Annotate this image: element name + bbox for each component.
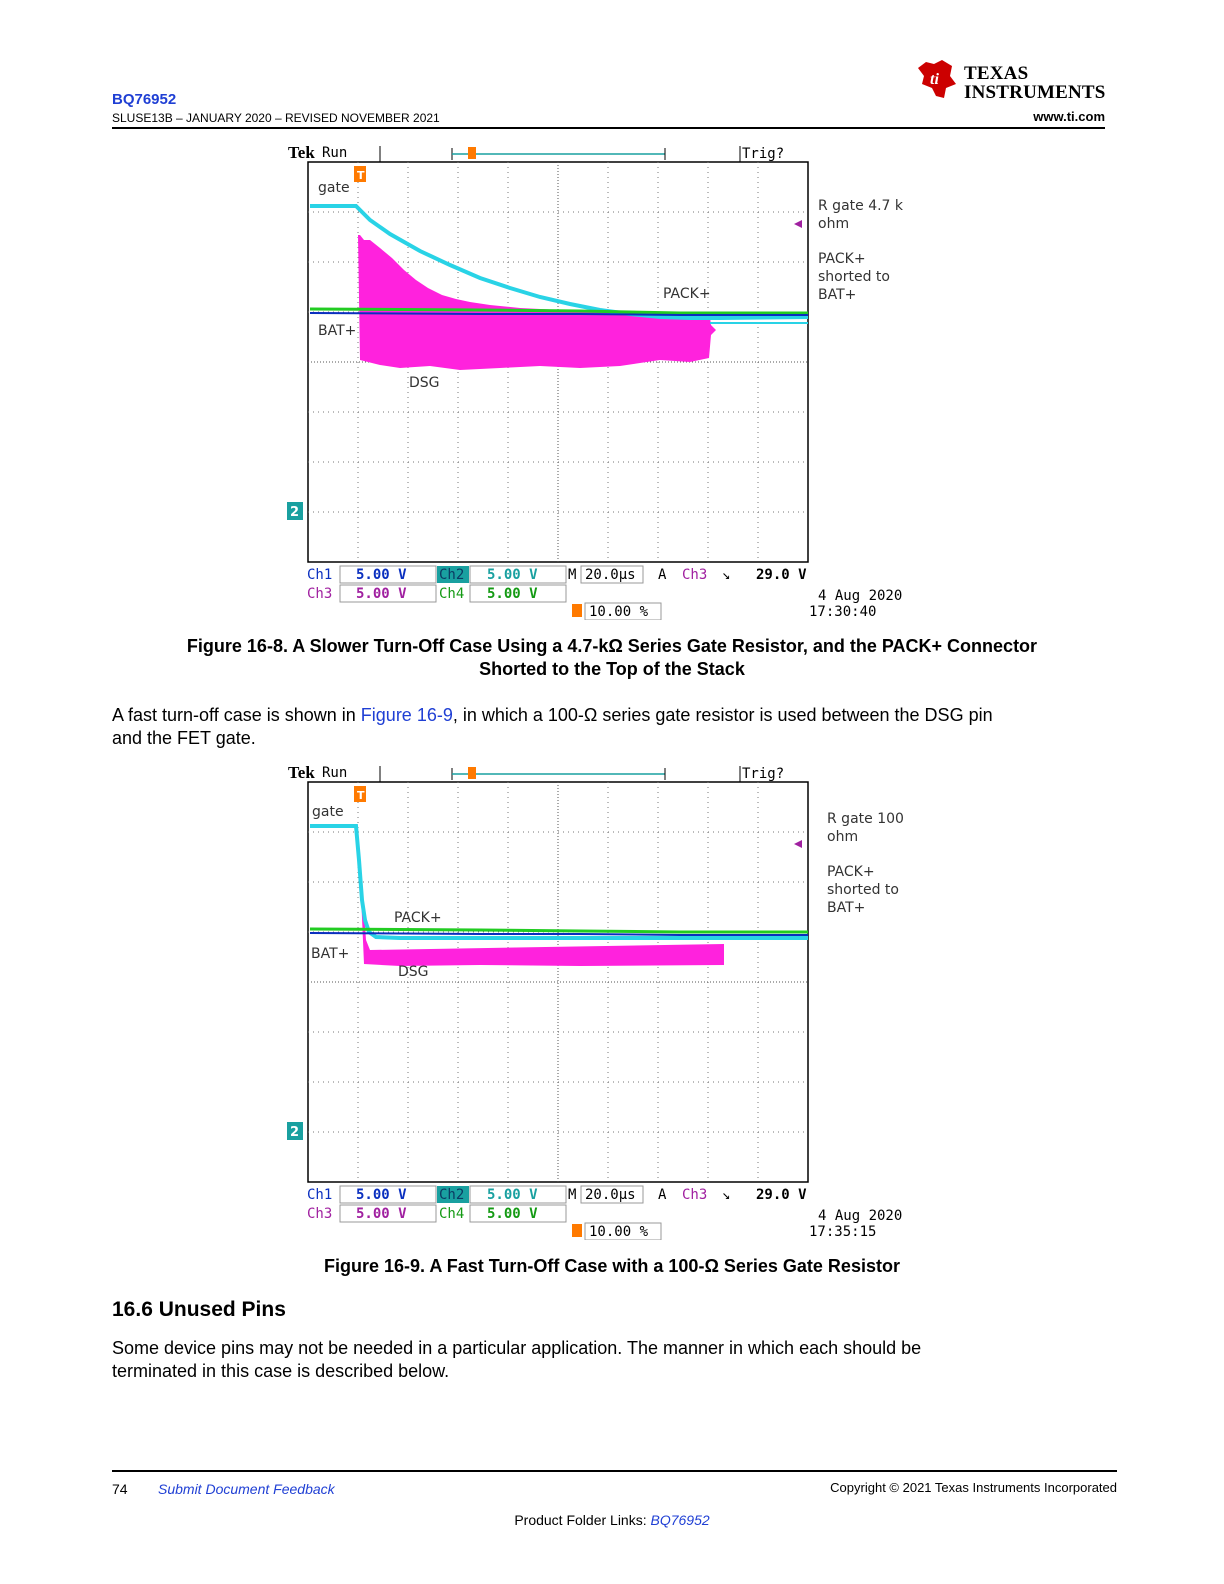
pack-label: PACK+: [394, 910, 442, 926]
figure-16-8-caption: [112, 635, 1112, 681]
ch3-label: Ch3: [307, 1206, 333, 1222]
trigger-slope: ↘: [722, 567, 731, 583]
para-text-before: A fast turn-off case is shown in: [112, 705, 361, 725]
ch3-scale: 5.00 V: [356, 1206, 407, 1222]
trigger-source: Ch3: [682, 1187, 708, 1203]
ch2-label: Ch2: [439, 1187, 465, 1203]
ch4-scale: 5.00 V: [487, 1206, 538, 1222]
ti-wordmark: [964, 64, 1106, 102]
capture-time: 17:30:40: [809, 604, 877, 620]
submit-feedback-link[interactable]: Submit Document Feedback: [158, 1481, 335, 1497]
annotation-line-3: PACK+: [818, 251, 866, 267]
figure-16-9-link[interactable]: Figure 16-9: [360, 705, 453, 725]
annotation-line-4: shorted to: [818, 269, 890, 285]
product-link[interactable]: BQ76952: [650, 1512, 710, 1528]
scope-screenshot-1: [280, 140, 940, 620]
bat-label: BAT+: [311, 946, 350, 962]
annotation-line-2: ohm: [818, 216, 850, 232]
ch4-label: Ch4: [439, 586, 465, 602]
ch1-label: Ch1: [307, 567, 333, 583]
ch2-scale: 5.00 V: [487, 567, 538, 583]
header-rule: [112, 127, 1105, 129]
gate-label: gate: [312, 804, 344, 820]
annotation-line-3: PACK+: [827, 864, 875, 880]
trigger-pos-icon: [572, 1224, 582, 1237]
trigger-position: 10.00 %: [589, 604, 649, 620]
trigger-prefix: A: [658, 1187, 667, 1203]
capture-date: 4 Aug 2020: [818, 1208, 903, 1224]
website-link[interactable]: www.ti.com: [1033, 109, 1105, 124]
gate-label: gate: [318, 180, 350, 196]
scope-screenshot-2: [280, 760, 940, 1240]
paragraph-unused-pins: [112, 1337, 1099, 1383]
ch4-scale: 5.00 V: [487, 586, 538, 602]
annotation-line-4: shorted to: [827, 882, 899, 898]
page-number: 74: [112, 1481, 128, 1497]
ch4-label: Ch4: [439, 1206, 465, 1222]
capture-date: 4 Aug 2020: [818, 588, 903, 604]
trigger-level: 29.0 V: [756, 567, 807, 583]
ch2-label: Ch2: [439, 567, 465, 583]
scope-figure-16-9: [280, 760, 940, 1240]
section-heading-unused-pins: 16.6 Unused Pins: [112, 1298, 286, 1321]
capture-time: 17:35:15: [809, 1224, 877, 1240]
footer-rule: [112, 1470, 1117, 1472]
ch2-scale: 5.00 V: [487, 1187, 538, 1203]
trigger-t-label: T: [357, 169, 365, 182]
section-body-line1: Some device pins may not be needed in a particular application. The manner in which each should be: [112, 1338, 922, 1358]
ch2-ground-label: 2: [290, 505, 300, 520]
tek-brand: Tek: [288, 143, 315, 162]
annotation-line-2: ohm: [827, 829, 859, 845]
para-text-line2: and the FET gate.: [112, 728, 256, 748]
timebase-value: 20.0µs: [585, 567, 636, 583]
caption-line-1: Figure 16-8. A Slower Turn-Off Case Using a 4.7-kΩ Series Gate Resistor, and the PACK+ Connector: [186, 636, 1038, 656]
annotation-line-1: R gate 100: [827, 811, 904, 827]
section-body-line2: terminated in this case is described below.: [112, 1361, 450, 1381]
product-folder-links: [0, 1512, 1224, 1528]
dsg-label: DSG: [398, 964, 429, 980]
para-text-after: , in which a 100-Ω series gate resistor is used between the DSG pin: [452, 705, 993, 725]
bat-label: BAT+: [318, 323, 357, 339]
timebase-value: 20.0µs: [585, 1187, 636, 1203]
caption-line-2: Shorted to the Top of the Stack: [479, 659, 745, 679]
figure-16-9-caption: Figure 16-9. A Fast Turn-Off Case with a 100-Ω Series Gate Resistor: [324, 1256, 900, 1276]
trigger-level: 29.0 V: [756, 1187, 807, 1203]
ch3-label: Ch3: [307, 586, 333, 602]
document-revision-line: SLUSE13B – JANUARY 2020 – REVISED NOVEMBER 2021: [112, 111, 440, 125]
ch2-ground-label: 2: [290, 1125, 300, 1140]
trigger-t-label: T: [357, 789, 365, 802]
dsg-label: DSG: [409, 375, 440, 391]
trigger-position: 10.00 %: [589, 1224, 649, 1240]
trigger-slope: ↘: [722, 1187, 731, 1203]
scope-figure-16-8: [280, 140, 940, 620]
timebase-prefix: M: [568, 567, 577, 583]
tek-brand: Tek: [288, 763, 315, 782]
trigger-position-marker: [468, 147, 476, 159]
run-state: Run: [322, 145, 348, 161]
svg-text:ti: ti: [930, 71, 939, 88]
trigger-prefix: A: [658, 567, 667, 583]
product-links-label: Product Folder Links:: [514, 1512, 651, 1528]
part-number[interactable]: BQ76952: [112, 91, 177, 108]
timebase-prefix: M: [568, 1187, 577, 1203]
trigger-status: Trig?: [742, 766, 785, 782]
annotation-line-5: BAT+: [818, 287, 857, 303]
trigger-pos-icon: [572, 604, 582, 617]
pack-label: PACK+: [663, 286, 711, 302]
logo-line-1: TEXAS: [964, 63, 1029, 84]
annotation-line-1: R gate 4.7 k: [818, 198, 904, 214]
copyright: Copyright © 2021 Texas Instruments Incorporated: [830, 1480, 1117, 1495]
run-state: Run: [322, 765, 348, 781]
ch3-scale: 5.00 V: [356, 586, 407, 602]
paragraph-fast-turnoff: [112, 704, 1099, 750]
trigger-status: Trig?: [742, 146, 785, 162]
annotation-line-5: BAT+: [827, 900, 866, 916]
trigger-source: Ch3: [682, 567, 708, 583]
ch1-scale: 5.00 V: [356, 1187, 407, 1203]
trigger-position-marker: [468, 767, 476, 779]
ch1-scale: 5.00 V: [356, 567, 407, 583]
ch1-label: Ch1: [307, 1187, 333, 1203]
logo-line-2: INSTRUMENTS: [964, 82, 1106, 103]
